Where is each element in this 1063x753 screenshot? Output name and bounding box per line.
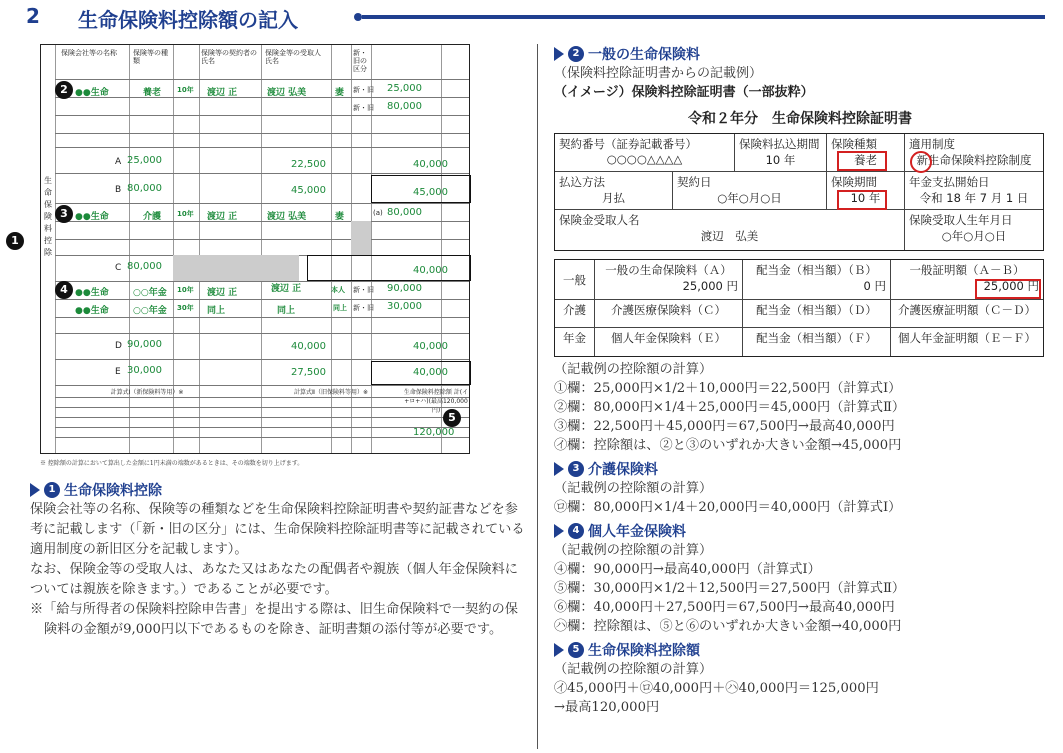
sum-2: 45,000 [291, 185, 326, 196]
col-header-company: 保険会社等の名称 [61, 49, 117, 57]
circled-number-icon: 2 [568, 46, 584, 62]
system-label: 適用制度 [909, 137, 955, 151]
sec2-calc-3: ③欄：22,500円＋45,000円＝67,500円→最高40,000円 [554, 419, 895, 434]
ded-e-label: 個人年金保険料（Ｅ） [595, 328, 743, 356]
row4-kbn: 新・旧 [353, 286, 374, 294]
foot-title-1: 計算式Ⅰ（新保険料等用）※ [110, 389, 184, 396]
row5-rel: 同上 [333, 304, 347, 312]
ded-b-value: 0 円 [863, 279, 886, 293]
row3-period: 10年 [177, 210, 194, 218]
section-1-heading [30, 480, 530, 500]
sum-A: 25,000 [127, 155, 162, 166]
ded-c-label: 介護医療保険料（Ｃ） [595, 300, 743, 328]
sum-r5: 40,000 [413, 367, 448, 378]
circled-number-icon: 5 [568, 642, 584, 658]
sum-r3: 40,000 [413, 265, 448, 276]
marker-3: 3 [55, 205, 73, 223]
highlight-box [371, 175, 471, 203]
triangle-icon [30, 483, 40, 497]
row5-amount: 30,000 [387, 301, 422, 312]
row5-recipient: 同上 [277, 306, 296, 316]
sec4-calc-4: ㋩欄：控除額は、⑤と⑥のいずれか大きい金額→40,000円 [554, 619, 902, 634]
header-rule [362, 15, 1045, 19]
sum-r2: 45,000 [413, 187, 448, 198]
circled-number-icon: 1 [44, 482, 60, 498]
sec5-calc-title: （記載例の控除額の計算） [554, 662, 713, 677]
ded-f-label: 配当金（相当額）（Ｆ） [743, 328, 891, 356]
row5-period: 30年 [177, 304, 194, 312]
ded-ab-value: 25,000 円 [983, 279, 1039, 293]
section-3-heading [554, 459, 1046, 479]
ded-row-pension: 年金 [555, 328, 595, 356]
section-2-sub-1: （保険料控除証明書からの記載例） [554, 66, 763, 81]
row1-recipient: 渡辺 弘美 [267, 88, 307, 98]
highlight-ab-value [975, 279, 1041, 299]
column-divider [537, 44, 538, 749]
form-footnote: ※ 控除額の計算において算出した金額に1円未満の端数があるときは、その端数を切り上げます。 [40, 460, 304, 467]
marker-2: 2 [55, 81, 73, 99]
circled-number-icon: 4 [568, 523, 584, 539]
sum-r1: 40,000 [413, 159, 448, 170]
pension-start: 令和 18 年 7 月 1 日 [919, 191, 1029, 205]
circled-number-icon: 3 [568, 461, 584, 477]
sum-label-A: A [115, 157, 122, 167]
sum-C: 80,000 [127, 261, 162, 272]
contract-date-label: 契約日 [677, 175, 712, 189]
contract-no-label: 契約番号（証券記載番号） [559, 137, 697, 151]
sec2-calc-title: （記載例の控除額の計算） [554, 362, 713, 377]
row2-amount: 80,000 [387, 101, 422, 112]
row3-amount: 80,000 [387, 207, 422, 218]
contract-no: ○○○○△△△△ [606, 152, 683, 166]
triangle-icon [554, 462, 564, 476]
section-4-title: 個人年金保険料 [588, 524, 686, 540]
highlight-box [371, 361, 471, 385]
recipient-label: 保険金受取人名 [559, 213, 640, 227]
sec2-calc-4: ㋑欄：控除額は、②と③のいずれか大きい金額→45,000円 [554, 438, 902, 453]
section-1-para-3: ※「給与所得者の保険料控除申告書」を提出する際は、旧生命保険料で一契約の保険料の金額が9,000円以下であるものを除き、証明書類の添付等が必要です。 [30, 602, 518, 637]
row4-holder: 渡辺 正 [207, 288, 238, 298]
row3-type: 介護 [143, 212, 162, 222]
row4-rel: 本人 [331, 286, 345, 294]
sum-1: 22,500 [291, 159, 326, 170]
col-header-recipient: 保険金等の受取人 氏名 [265, 49, 321, 65]
triangle-icon [554, 524, 564, 538]
foot-total-label: 生命保険料控除額 計(イ+ロ+ハ)(最高120,000円) [403, 389, 469, 414]
row4-type: ○○年金 [133, 288, 167, 298]
row5-kbn: 新・旧 [353, 304, 374, 312]
sum-D: 90,000 [127, 339, 162, 350]
sum-E: 30,000 [127, 365, 162, 376]
sec2-calc-2: ②欄：80,000円×1/4＋25,000円＝45,000円（計算式Ⅱ） [554, 400, 906, 415]
sec4-calc-2: ⑤欄：30,000円×1/2＋12,500円＝27,500円（計算式Ⅱ） [554, 581, 906, 596]
row1-holder: 渡辺 正 [207, 88, 238, 98]
sum-label-E: E [115, 367, 121, 377]
sum-r4: 40,000 [413, 341, 448, 352]
row4-amount: 90,000 [387, 283, 422, 294]
row1-period: 10年 [177, 86, 194, 94]
row3-recipient: 渡辺 弘美 [267, 212, 307, 222]
sum-3: 40,000 [291, 341, 326, 352]
sum-label-D: D [115, 341, 122, 351]
sum-label-C: C [115, 263, 122, 273]
pension-start-label: 年金支払開始日 [909, 175, 990, 189]
section-number: 2 [26, 4, 40, 28]
recipient: 渡辺 弘美 [700, 229, 759, 243]
highlight-ins-period [837, 190, 887, 210]
form-col-line [55, 45, 56, 453]
system: 新生命保険料控除制度 [916, 153, 1032, 167]
cert-title: 令和２年分 生命保険料控除証明書 [688, 111, 912, 127]
sum-B: 80,000 [127, 183, 162, 194]
row5-holder: 同上 [207, 306, 226, 316]
ded-row-care: 介護 [555, 300, 595, 328]
sec4-calc-title: （記載例の控除額の計算） [554, 543, 713, 558]
highlight-system [910, 151, 932, 173]
row3-company: ●●生命 [75, 212, 109, 222]
row3-holder: 渡辺 正 [207, 212, 238, 222]
triangle-icon [554, 643, 564, 657]
sec4-calc-3: ⑥欄：40,000円＋27,500円＝67,500円→最高40,000円 [554, 600, 895, 615]
sec4-calc-1: ④欄：90,000円→最高40,000円（計算式Ⅰ） [554, 562, 821, 577]
section-1 [30, 480, 530, 640]
pay-method-label: 払込方法 [559, 175, 605, 189]
section-2-heading [554, 44, 1046, 64]
ded-ab-label: 一般証明額（Ａ－Ｂ） [909, 263, 1025, 277]
sec5-calc-1: ㋑45,000円＋㋺40,000円＋㋩40,000円＝125,000円 [554, 681, 879, 696]
ded-d-label: 配当金（相当額）（Ｄ） [743, 300, 891, 328]
section-5-heading [554, 640, 1046, 660]
row1-company: ●●生命 [75, 88, 109, 98]
sec3-calc-1: ㋺欄：80,000円×1/4＋20,000円＝40,000円（計算式Ⅰ） [554, 500, 902, 515]
ins-period: 10 年 [850, 191, 881, 205]
marker-4: 4 [55, 281, 73, 299]
section-4-heading [554, 521, 1046, 541]
row1-rel: 妻 [335, 88, 345, 98]
sum-5: 27,500 [291, 367, 326, 378]
right-column [554, 44, 1046, 717]
row5-company: ●●生命 [75, 306, 109, 316]
col-header-kbn: 新・旧の区分 [353, 49, 367, 73]
section-2-sub-2: （イメージ）保険料控除証明書（一部抜粋） [554, 85, 814, 100]
ded-ef-label: 個人年金証明額（Ｅ－Ｆ） [898, 331, 1036, 345]
kind: 養老 [854, 153, 877, 167]
section-1-para-2: なお、保険金等の受取人は、あなた又はあなたの配偶者や親族（個人年金保険料については親族を除きます。）であることが必要です。 [30, 562, 518, 597]
deduction-form [40, 44, 470, 454]
pay-method: 月払 [602, 191, 625, 205]
section-5-title: 生命保険料控除額 [588, 643, 700, 659]
section-2-title: 一般の生命保険料 [588, 47, 700, 63]
sum-total: 120,000 [413, 427, 455, 438]
ded-a-label: 一般の生命保険料（Ａ） [605, 263, 732, 277]
section-title: 生命保険料控除額の記入 [78, 8, 298, 32]
row1-kbn: 新・旧 [353, 86, 374, 94]
side-label: 生命保険料控除 [44, 176, 52, 257]
row4-period: 10年 [177, 286, 194, 294]
row1-amount: 25,000 [387, 83, 422, 94]
certificate-table [554, 133, 1044, 251]
ded-a-value: 25,000 円 [682, 279, 738, 293]
row2-kbn: 新・旧 [353, 104, 374, 112]
sec5-calc-2: →最高120,000円 [554, 700, 660, 715]
row4-recipient: 渡辺 正 [271, 284, 302, 294]
foot-title-2: 計算式Ⅱ（旧保険料等用）※ [294, 389, 368, 396]
recipient-dob: ○年○月○日 [941, 229, 1007, 243]
highlight-kind [837, 151, 887, 171]
col-header-holder: 保険等の契約者の氏名 [201, 49, 257, 65]
triangle-icon [554, 47, 564, 61]
section-1-para-1: 保険会社等の名称、保険等の種類などを生命保険料控除証明書や契約証書などを参考に記載します（「新・旧の区分」には、生命保険料控除証明書等に記載されている適用制度の新旧区分を記載します）。 [30, 502, 525, 557]
ins-period-label: 保険期間 [831, 175, 877, 189]
sec2-calc-1: ①欄：25,000円×1/2＋10,000円＝22,500円（計算式Ⅰ） [554, 381, 902, 396]
contract-date: ○年○月○日 [717, 191, 782, 205]
pay-period-label: 保険料払込期間 [739, 137, 820, 151]
row5-type: ○○年金 [133, 306, 167, 316]
ded-b-label: 配当金（相当額）（Ｂ） [756, 263, 877, 277]
deduction-table [554, 259, 1044, 357]
row3-kbn: (a) [373, 209, 383, 217]
section-header [0, 0, 1063, 38]
recipient-dob-label: 保険受取人生年月日 [909, 213, 1013, 227]
marker-1: 1 [6, 232, 24, 250]
ded-cd-label: 介護医療証明額（Ｃ－Ｄ） [891, 300, 1043, 328]
sec3-calc-title: （記載例の控除額の計算） [554, 481, 713, 496]
marker-5: 5 [443, 409, 461, 427]
ded-row-general: 一般 [555, 260, 595, 300]
section-1-title: 生命保険料控除 [64, 483, 162, 499]
row4-company: ●●生命 [75, 288, 109, 298]
row3-rel: 妻 [335, 212, 345, 222]
col-header-type: 保険等の種類 [133, 49, 168, 65]
kind-label: 保険種類 [831, 137, 877, 151]
row1-type: 養老 [143, 88, 162, 98]
highlight-box [307, 255, 471, 281]
sum-label-B: B [115, 185, 122, 195]
section-3-title: 介護保険料 [588, 462, 658, 478]
pay-period: 10 年 [765, 153, 796, 167]
